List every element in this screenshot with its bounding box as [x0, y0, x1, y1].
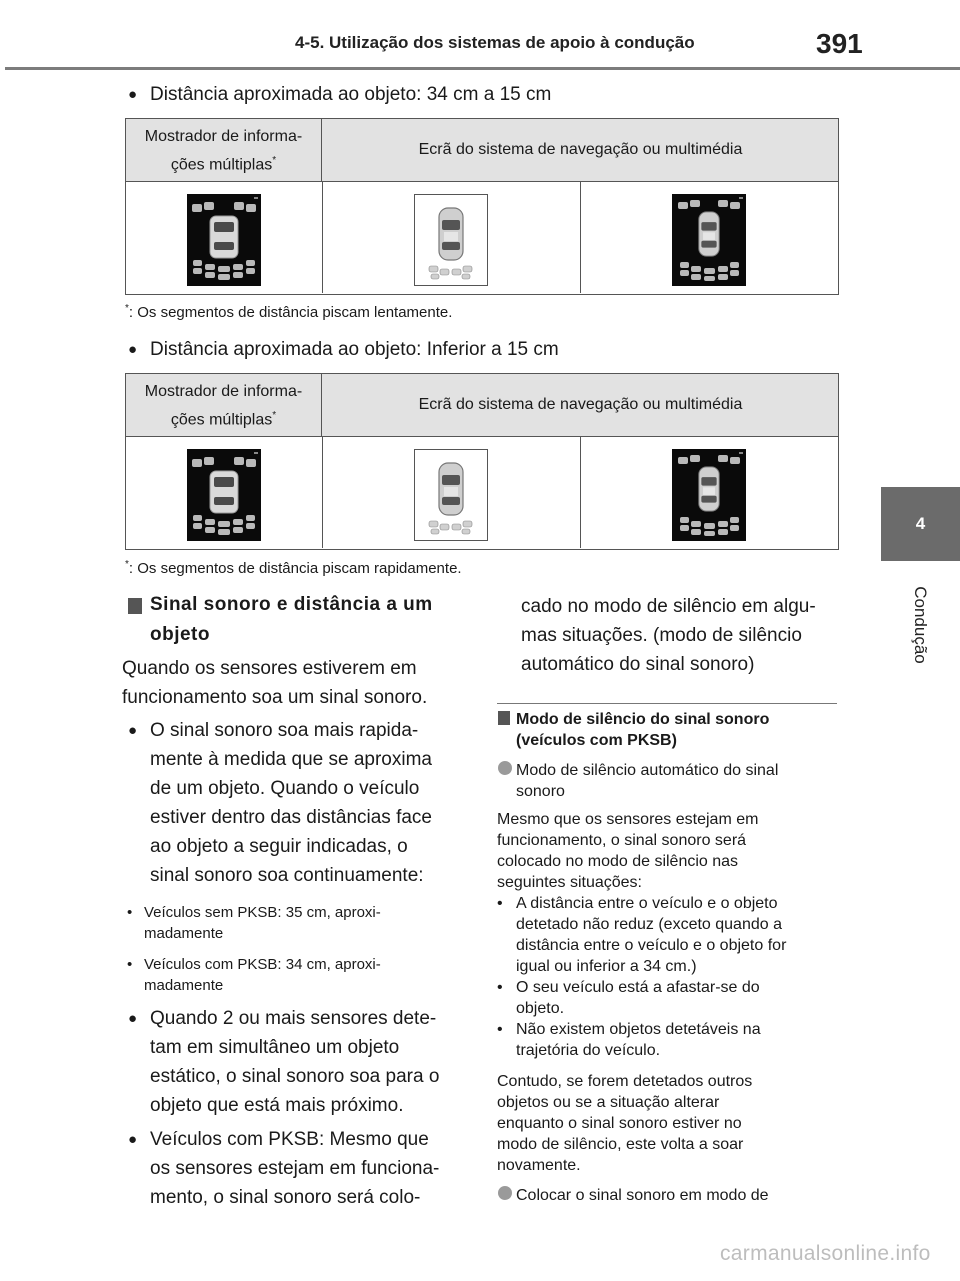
heading-silence-mode: Modo de silêncio do sinal sonoro (veículos com PKSB) [516, 709, 769, 751]
list-item: • Não existem objetos detetáveis na trajetória do veículo. [497, 1021, 761, 1059]
header-rule [5, 67, 960, 70]
table-note-2: *: Os segmentos de distância piscam rapidamente. [125, 559, 462, 577]
table-note-1: *: Os segmentos de distância piscam lentamente. [125, 303, 453, 321]
bullet-beep-faster: ● O sinal sonoro soa mais rapida- mente à medida que se aproxima de um objeto. Quando o veículo estiver dentro das distâncias face ao objeto a seguir indicadas, o sinal sonoro soa continuamente: [150, 716, 432, 890]
column-divider [497, 703, 837, 704]
table-header [126, 119, 838, 182]
sub-heading-dot-icon [498, 1186, 512, 1200]
bullet-two-sensors: ● Quando 2 ou mais sensores dete- tam em simultâneo um objeto estático, o sinal sonoro soa para o objeto que está mais próximo. [150, 1004, 439, 1120]
heading-square-icon [498, 711, 510, 725]
bullet-dot-icon: ● [128, 1010, 138, 1027]
table-header [126, 374, 838, 437]
bullet-dot-icon: ● [128, 1131, 138, 1148]
list-item: • O seu veículo está a afastar-se do objeto. [497, 979, 760, 1017]
silence-paragraph-2: Contudo, se forem detetados outros objetos ou se a situação alterar enquanto o sinal sonoro estiver no modo de silêncio, este volta a soar novamente. [497, 1073, 753, 1174]
section-heading-beep: Sinal sonoro e distância a um objeto [150, 594, 433, 645]
intro-paragraph: Quando os sensores estiverem em funcionamento soa um sinal sonoro. [122, 658, 428, 708]
sub-heading-auto-silence: Modo de silêncio automático do sinal sonoro [516, 760, 778, 802]
col-header-nav: Ecrã do sistema de navegação ou multimédia [418, 141, 743, 158]
distance-bullet-2: ● Distância aproximada ao objeto: Inferior a 15 cm [150, 335, 559, 364]
heading-square-icon [128, 598, 142, 614]
col-header-mid: Mostrador de informa- ções múltiplas* [126, 119, 322, 181]
page-number: 391 [816, 28, 863, 59]
chapter-tab[interactable] [881, 487, 960, 561]
sub-item-without-pksb: • Veículos sem PKSB: 35 cm, aproxi- madamente [127, 904, 381, 942]
col-header-nav: Ecrã do sistema de navegação ou multimédia [418, 396, 743, 413]
list-item: • A distância entre o veículo e o objeto detetado não reduz (exceto quando a distância entre o veículo e o objeto for igual ou inferior a 34 cm.) [497, 895, 787, 975]
chapter-number: 4 [915, 514, 926, 533]
watermark: carmanualsonline.info [720, 1242, 931, 1265]
nav-display-image-b [672, 449, 746, 541]
sub-item-with-pksb: • Veículos com PKSB: 34 cm, aproxi- madamente [127, 956, 381, 994]
nav-display-image-a [414, 194, 488, 286]
bullet-dot-icon: ● [128, 722, 138, 739]
silence-conditions-list [497, 893, 787, 1061]
sub-heading-dot-icon [498, 761, 512, 775]
chapter-label: Condução [911, 586, 930, 664]
silence-paragraph-1: Mesmo que os sensores estejam em funcionamento, o sinal sonoro será colocado no modo de silêncio nas seguintes situações: [497, 811, 759, 891]
bullet-pksb-silence: ● Veículos com PKSB: Mesmo que os sensores estejam em funciona- mento, o sinal sonoro será colo- [150, 1125, 439, 1212]
mid-display-image [187, 194, 261, 286]
col-header-mid: Mostrador de informa- ções múltiplas* [126, 374, 322, 436]
continuation-paragraph: cado no modo de silêncio em algu- mas situações. (modo de silêncio automático do sinal sonoro) [521, 596, 816, 675]
mid-display-image [187, 449, 261, 541]
distance-bullet-1: ● Distância aproximada ao objeto: 34 cm a 15 cm [150, 80, 551, 109]
display-table-1 [125, 118, 839, 295]
nav-display-image-a [414, 449, 488, 541]
sub-heading-set-silence: Colocar o sinal sonoro em modo de [516, 1185, 769, 1206]
display-table-2 [125, 373, 839, 550]
nav-display-image-b [672, 194, 746, 286]
section-title: 4-5. Utilização dos sistemas de apoio à condução [295, 33, 695, 52]
